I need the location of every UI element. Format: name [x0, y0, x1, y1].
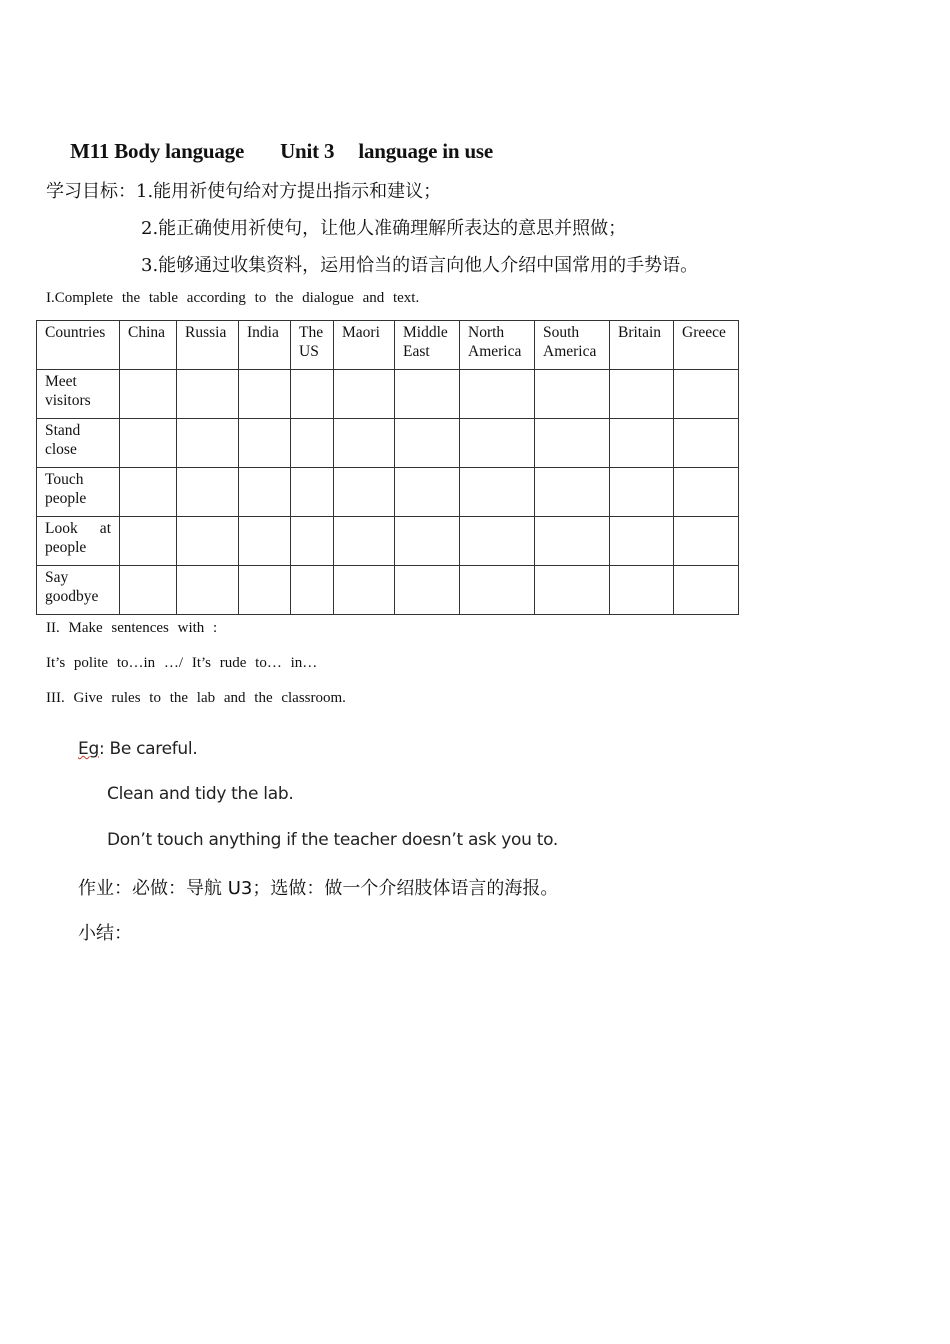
table-cell [460, 468, 535, 517]
row-label: Stand close [37, 419, 120, 468]
table-cell [395, 566, 460, 615]
table-cell [291, 419, 334, 468]
header-cell: Maori [334, 321, 395, 370]
eg-label: Eg [78, 739, 99, 759]
table-cell [120, 517, 177, 566]
objectives-label: 学习目标： [46, 181, 136, 202]
title-topic: language in use [358, 139, 494, 163]
table-cell [535, 419, 610, 468]
header-cell: China [120, 321, 177, 370]
table-cell [460, 517, 535, 566]
table-cell [674, 370, 739, 419]
table-cell [674, 566, 739, 615]
table-cell [535, 370, 610, 419]
example-1 [78, 739, 197, 759]
title-module: M11 Body language [70, 139, 245, 163]
summary: 小结： [78, 923, 132, 944]
table-cell [291, 566, 334, 615]
table-cell [460, 370, 535, 419]
table-cell [334, 419, 395, 468]
header-cell: South America [535, 321, 610, 370]
title-unit: Unit 3 [280, 139, 335, 163]
table-cell [177, 468, 239, 517]
countries-table [36, 320, 739, 615]
table-cell [535, 468, 610, 517]
table-cell [239, 419, 291, 468]
sentence-pattern: It’s polite to…in …/ It’s rude to… in… [46, 655, 318, 671]
header-cell: Middle East [395, 321, 460, 370]
header-cell: Countries [37, 321, 120, 370]
table-cell [120, 419, 177, 468]
section3-instruction: III. Give rules to the lab and the classroom. [46, 690, 346, 706]
table-cell [610, 517, 674, 566]
table-header-row [37, 321, 739, 370]
table-row [37, 370, 739, 419]
table-cell [610, 370, 674, 419]
table-cell [334, 566, 395, 615]
table-cell [334, 370, 395, 419]
table-cell [535, 566, 610, 615]
table-cell [120, 468, 177, 517]
table-cell [177, 370, 239, 419]
table-row [37, 419, 739, 468]
header-cell: The US [291, 321, 334, 370]
table-row [37, 566, 739, 615]
table-cell [120, 370, 177, 419]
table-cell [120, 566, 177, 615]
table-cell [291, 370, 334, 419]
header-cell: Russia [177, 321, 239, 370]
table-cell [674, 517, 739, 566]
table-cell [610, 468, 674, 517]
table-cell [460, 419, 535, 468]
table-cell [395, 517, 460, 566]
table-cell [334, 468, 395, 517]
homework: 作业：必做：导航 U3；选做：做一个介绍肢体语言的海报。 [78, 878, 559, 899]
table-cell [674, 419, 739, 468]
page-title [60, 114, 493, 164]
example-2: Clean and tidy the lab. [107, 784, 294, 804]
table-cell [291, 517, 334, 566]
example-1-text: : Be careful. [98, 739, 198, 759]
table-row [37, 468, 739, 517]
table-cell [460, 566, 535, 615]
objective-2: 2.能正确使用祈使句，让他人准确理解所表达的意思并照做； [141, 218, 627, 239]
table-cell [291, 468, 334, 517]
objective-1: 1.能用祈使句给对方提出指示和建议； [136, 181, 442, 202]
example-3: Don’t touch anything if the teacher doesn’t ask you to. [107, 830, 559, 850]
objectives-first-line [46, 177, 441, 203]
header-cell: India [239, 321, 291, 370]
header-cell: Greece [674, 321, 739, 370]
row-label: Say goodbye [37, 566, 120, 615]
objective-3: 3.能够通过收集资料，运用恰当的语言向他人介绍中国常用的手势语。 [141, 255, 699, 276]
table-cell [239, 566, 291, 615]
table-cell [395, 468, 460, 517]
row-label: Meet visitors [37, 370, 120, 419]
section1-instruction: I.Complete the table according to the dialogue and text. [46, 290, 420, 306]
table-cell [334, 517, 395, 566]
table-cell [535, 517, 610, 566]
table-cell [239, 517, 291, 566]
table-cell [177, 517, 239, 566]
table-cell [239, 370, 291, 419]
table-cell [610, 566, 674, 615]
table-cell [674, 468, 739, 517]
table-cell [395, 370, 460, 419]
table-cell [177, 566, 239, 615]
header-cell: North America [460, 321, 535, 370]
table-cell [610, 419, 674, 468]
table-cell [395, 419, 460, 468]
row-label: Look at people [37, 517, 120, 566]
table-cell [239, 468, 291, 517]
header-cell: Britain [610, 321, 674, 370]
row-label: Touch people [37, 468, 120, 517]
section2-instruction: II. Make sentences with : [46, 620, 218, 636]
table-cell [177, 419, 239, 468]
table-row [37, 517, 739, 566]
